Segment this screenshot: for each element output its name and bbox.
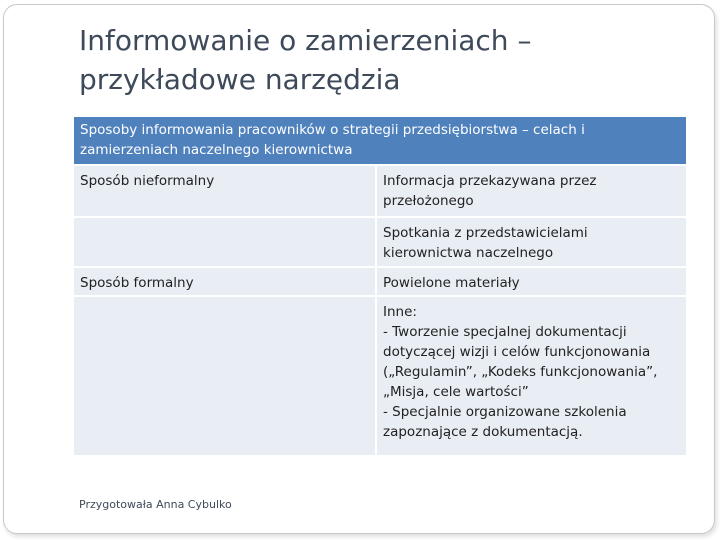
table-cell-tool: Powielone materiały bbox=[377, 268, 686, 295]
slide-title: Informowanie o zamierzeniach – przykładowe narzędzia bbox=[79, 24, 532, 96]
table-cell-method bbox=[74, 297, 375, 455]
table-header: Sposoby informowania pracowników o strategii przedsiębiorstwa – celach i zamierzeniach naczelnego kierownictwa bbox=[74, 117, 686, 164]
table-cell-tool: Informacja przekazywana przez przełożonego bbox=[377, 166, 686, 216]
table-row bbox=[74, 268, 686, 295]
table-cell-method: Sposób nieformalny bbox=[74, 166, 375, 216]
author-footer: Przygotowała Anna Cybulko bbox=[79, 498, 232, 511]
table-row bbox=[74, 166, 686, 216]
table-cell-tool: Spotkania z przedstawicielami kierownictwa naczelnego bbox=[377, 218, 686, 266]
table-cell-method bbox=[74, 218, 375, 266]
table-row bbox=[74, 297, 686, 455]
slide bbox=[3, 4, 715, 534]
strategy-table bbox=[74, 117, 686, 457]
table-header-row bbox=[74, 117, 686, 164]
table-cell-method: Sposób formalny bbox=[74, 268, 375, 295]
table-cell-tool: Inne: - Tworzenie specjalnej dokumentacji dotyczącej wizji i celów funkcjonowania („Regulamin”, „Kodeks funkcjonowania”, „Misja, cele wartości” - Specjalnie organizowane szkolenia zapoznające z dokumentacją. bbox=[377, 297, 686, 455]
table-row bbox=[74, 218, 686, 266]
